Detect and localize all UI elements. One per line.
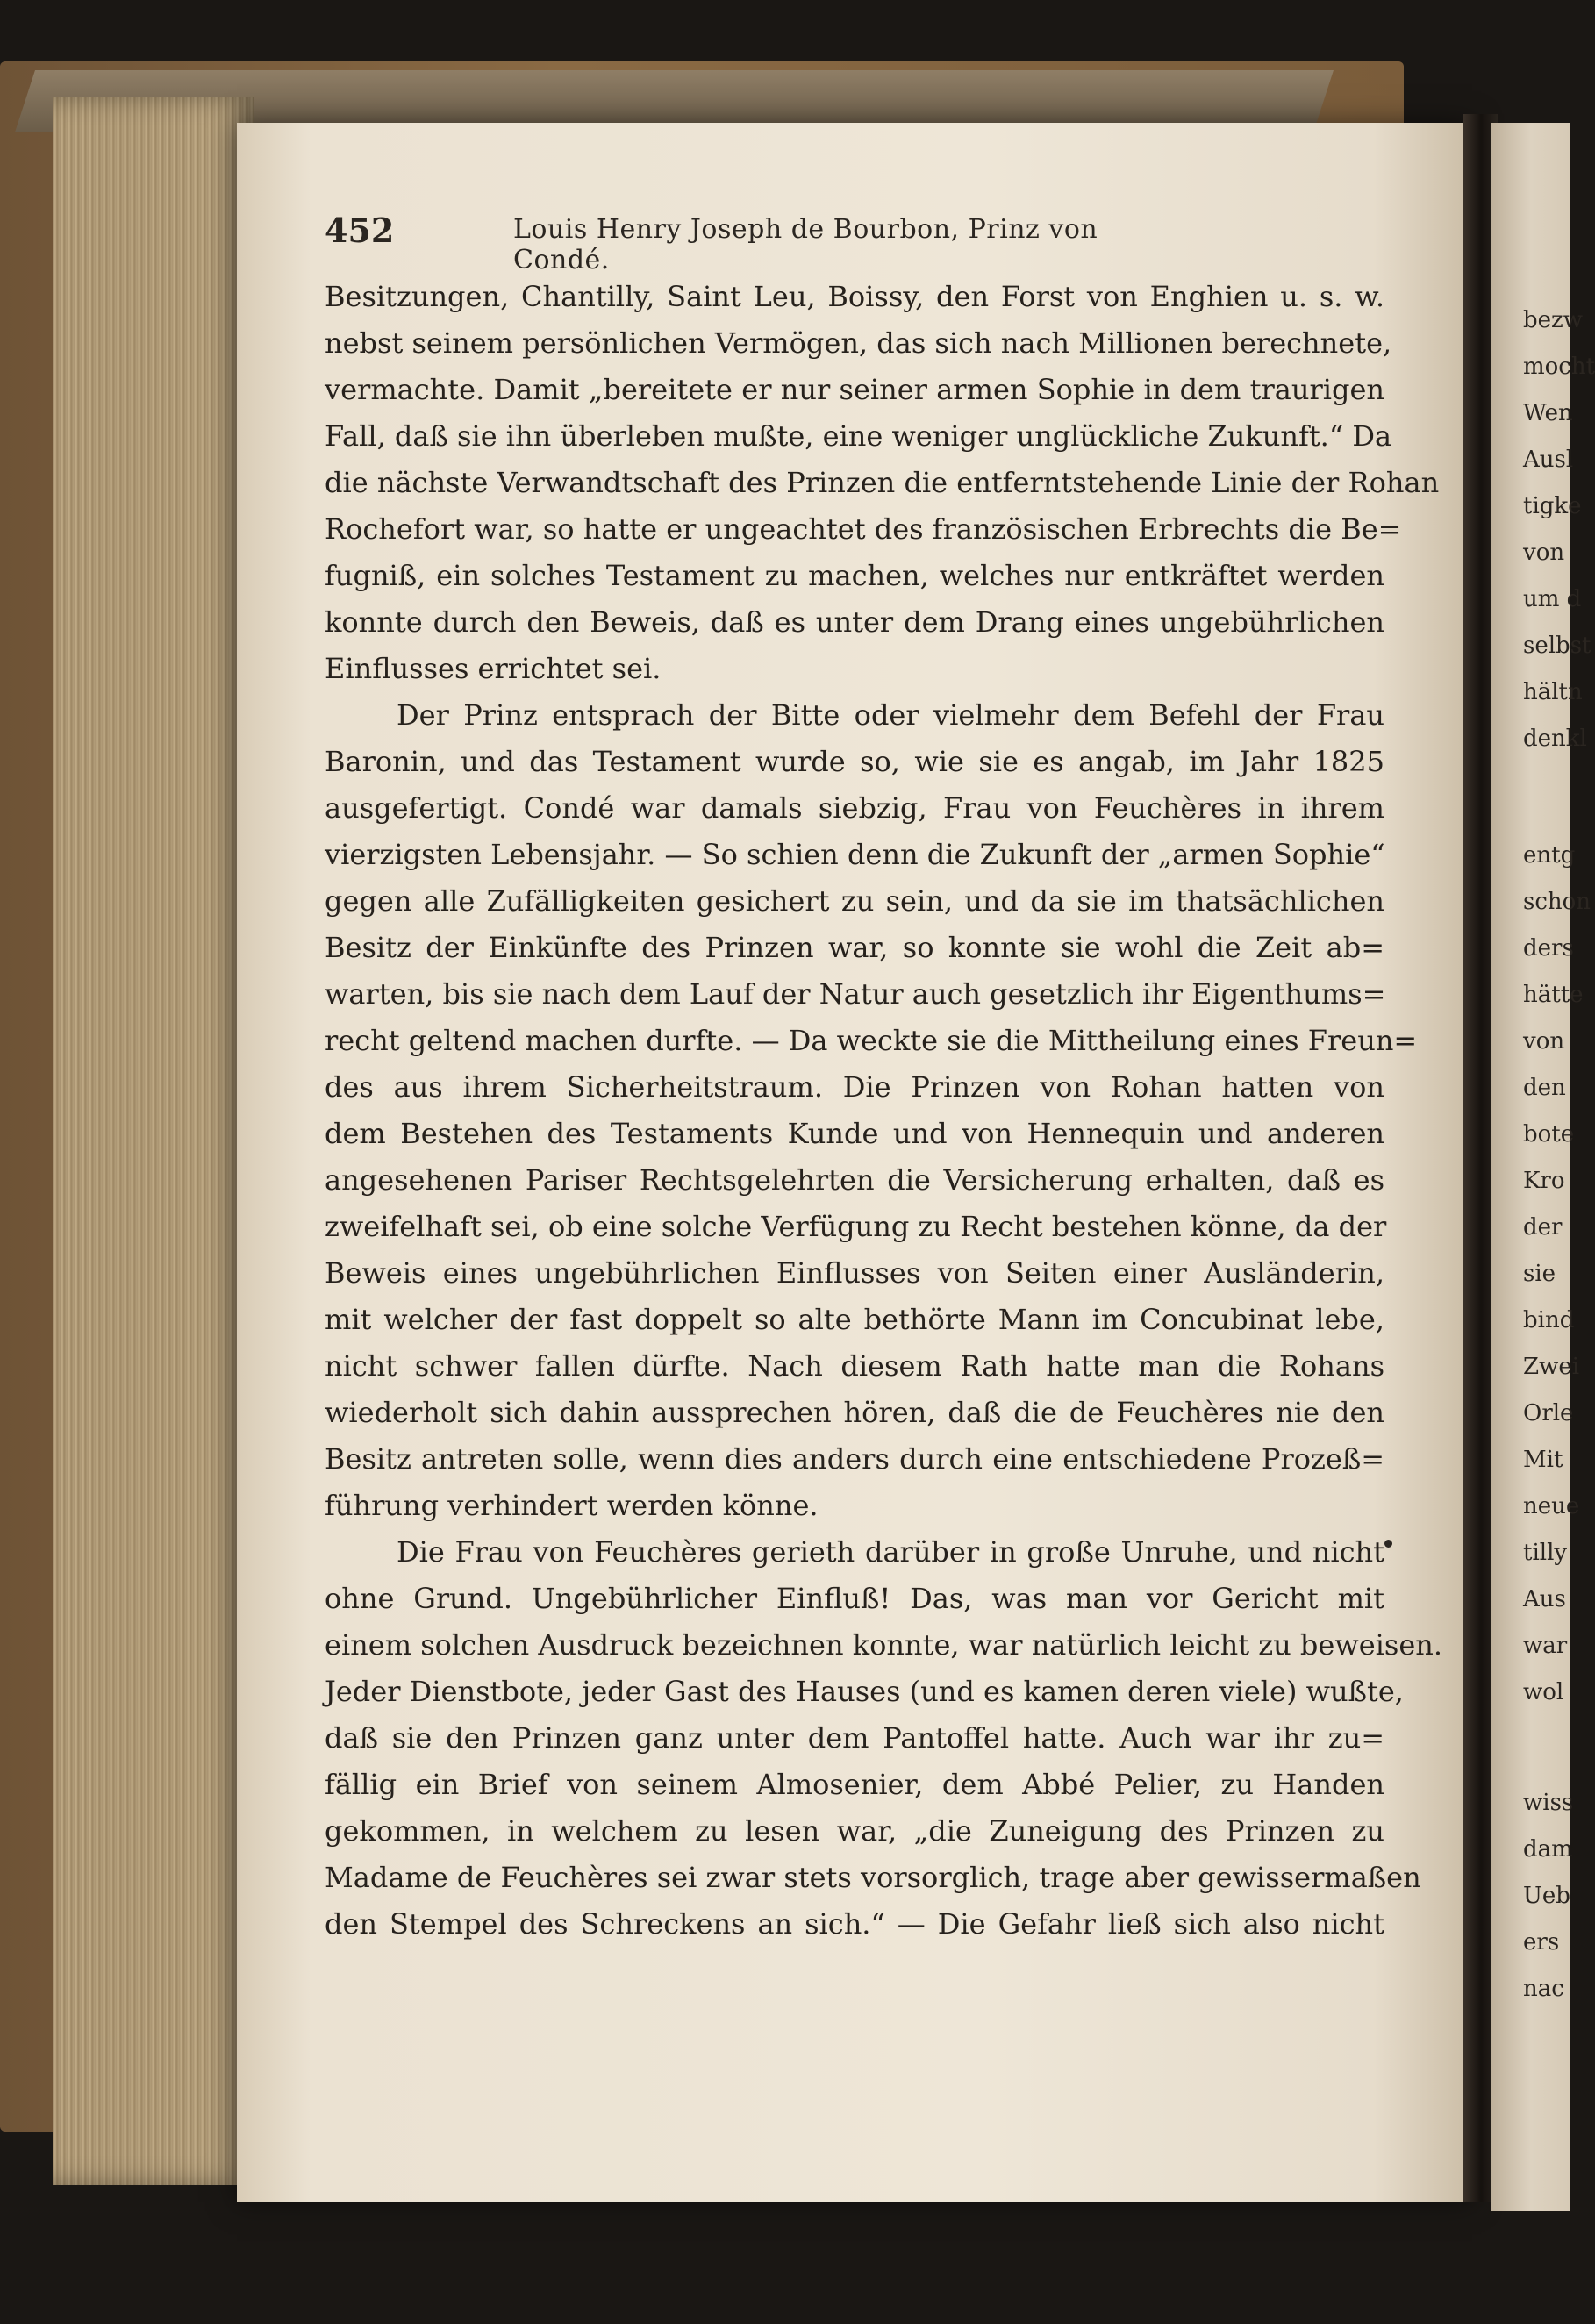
facing-fragment: wiss xyxy=(1523,1790,1574,1816)
facing-fragment: hätte xyxy=(1523,982,1584,1008)
text-line: ohne Grund. Ungebührlicher Einfluß! Das, was man vor Gericht mit xyxy=(325,1582,1384,1615)
facing-fragment: Aus xyxy=(1523,1586,1566,1612)
facing-fragment: war xyxy=(1523,1633,1568,1659)
paragraph-3 xyxy=(325,1529,1443,1948)
facing-fragment: tilly xyxy=(1523,1540,1568,1566)
facing-fragment: hältn xyxy=(1523,679,1583,705)
facing-fragment: um d xyxy=(1523,586,1582,612)
text-line: Besitz antreten solle, wenn dies anders durch eine entschiedene Prozeß= xyxy=(325,1442,1384,1476)
text-line: Die Frau von Feuchères gerieth darüber in große Unruhe, und nicht xyxy=(397,1535,1384,1569)
facing-fragment: Orle xyxy=(1523,1400,1574,1427)
page-stack-edge xyxy=(53,97,254,2185)
text-line: zweifelhaft sei, ob eine solche Verfügung zu Recht bestehen könne, da der xyxy=(325,1210,1387,1243)
text-line: vierzigsten Lebensjahr. — So schien denn die Zukunft der „armen Sophie“ xyxy=(325,838,1385,871)
facing-fragment: neue xyxy=(1523,1493,1580,1520)
text-line: die nächste Verwandtschaft des Prinzen die entferntstehende Linie der Rohan xyxy=(325,466,1440,499)
paragraph-1 xyxy=(325,274,1440,692)
text-line: mit welcher der fast doppelt so alte bethörte Mann im Concubinat lebe, xyxy=(325,1303,1384,1336)
text-line: Jeder Dienstbote, jeder Gast des Hauses (und es kamen deren viele) wußte, xyxy=(325,1675,1404,1708)
text-line: konnte durch den Beweis, daß es unter dem Drang eines ungebührlichen xyxy=(325,605,1384,639)
text-line: wiederholt sich dahin aussprechen hören, daß die de Feuchères nie den xyxy=(325,1396,1384,1429)
text-line: Madame de Feuchères sei zwar stets vorsorglich, trage aber gewissermaßen xyxy=(325,1861,1421,1894)
facing-fragment: von xyxy=(1523,1028,1565,1055)
facing-fragment: denkl xyxy=(1523,726,1587,752)
text-line: nebst seinem persönlichen Vermögen, das sich nach Millionen berechnete, xyxy=(325,326,1392,360)
text-line: Beweis eines ungebührlichen Einflusses von Seiten einer Ausländerin, xyxy=(325,1256,1384,1290)
facing-fragment: Ausl xyxy=(1523,447,1574,473)
facing-fragment: Mit xyxy=(1523,1447,1563,1473)
page-number: 452 xyxy=(325,211,395,250)
text-line: Besitz der Einkünfte des Prinzen war, so konnte sie wohl die Zeit ab= xyxy=(325,931,1384,964)
facing-fragment: schon xyxy=(1523,889,1591,915)
facing-fragment: nac xyxy=(1523,1976,1564,2002)
text-line: einem solchen Ausdruck bezeichnen konnte, war natürlich leicht zu beweisen. xyxy=(325,1628,1443,1662)
text-line: daß sie den Prinzen ganz unter dem Pantoffel hatte. Auch war ihr zu= xyxy=(325,1721,1384,1755)
text-line: Einflusses errichtet sei. xyxy=(325,652,662,685)
ink-speck xyxy=(1384,1540,1392,1548)
facing-page-edge xyxy=(1491,123,1595,2211)
running-title: Louis Henry Joseph de Bourbon, Prinz von Condé. xyxy=(513,214,1098,275)
text-line: führung verhindert werden könne. xyxy=(325,1489,819,1522)
facing-fragment: bind xyxy=(1523,1307,1575,1334)
text-line: Rochefort war, so hatte er ungeachtet des französischen Erbrechts die Be= xyxy=(325,512,1402,546)
facing-fragment: Zwei xyxy=(1523,1354,1580,1380)
facing-fragment: ers xyxy=(1523,1929,1560,1956)
text-line: Fall, daß sie ihn überleben mußte, eine weniger unglückliche Zukunft.“ Da xyxy=(325,419,1392,453)
facing-fragment: ders xyxy=(1523,935,1574,962)
text-line: fällig ein Brief von seinem Almosenier, dem Abbé Pelier, zu Handen xyxy=(325,1768,1384,1801)
facing-fragment: den xyxy=(1523,1075,1566,1101)
text-line: ausgefertigt. Condé war damals siebzig, Frau von Feuchères in ihrem xyxy=(325,791,1384,825)
facing-fragment: bote xyxy=(1523,1121,1575,1148)
text-line: Der Prinz entsprach der Bitte oder vielmehr dem Befehl der Frau xyxy=(397,698,1384,732)
facing-fragment: mocht xyxy=(1523,354,1595,380)
facing-fragment: bezw xyxy=(1523,307,1583,333)
text-line: angesehenen Pariser Rechtsgelehrten die Versicherung erhalten, daß es xyxy=(325,1163,1384,1197)
page-header xyxy=(325,211,1184,275)
facing-fragment: entg xyxy=(1523,842,1576,869)
text-line: recht geltend machen durfte. — Da weckte sie die Mittheilung eines Freun= xyxy=(325,1024,1418,1057)
facing-fragment: Wen xyxy=(1523,400,1573,426)
text-line: warten, bis sie nach dem Lauf der Natur auch gesetzlich ihr Eigenthums= xyxy=(325,977,1386,1011)
text-line: des aus ihrem Sicherheitstraum. Die Prinzen von Rohan hatten von xyxy=(325,1070,1384,1104)
text-line: gegen alle Zufälligkeiten gesichert zu sein, und da sie im thatsächlichen xyxy=(325,884,1384,918)
facing-fragment: sie xyxy=(1523,1261,1556,1287)
text-line: nicht schwer fallen dürfte. Nach diesem Rath hatte man die Rohans xyxy=(325,1349,1384,1383)
text-line: den Stempel des Schreckens an sich.“ — Die Gefahr ließ sich also nicht xyxy=(325,1907,1384,1941)
facing-fragment: Kro xyxy=(1523,1168,1565,1194)
facing-fragment: tigke xyxy=(1523,493,1582,519)
page-body xyxy=(325,274,1443,1948)
facing-fragment: wol xyxy=(1523,1679,1564,1705)
facing-fragment: selbst xyxy=(1523,633,1591,659)
text-line: fugniß, ein solches Testament zu machen, welches nur entkräftet werden xyxy=(325,559,1384,592)
text-line: dem Bestehen des Testaments Kunde und von Hennequin und anderen xyxy=(325,1117,1384,1150)
facing-fragment: Ueb xyxy=(1523,1883,1570,1909)
text-line: Baronin, und das Testament wurde so, wie sie es angab, im Jahr 1825 xyxy=(325,745,1384,778)
paragraph-2 xyxy=(325,692,1418,1529)
text-line: vermachte. Damit „bereitete er nur seiner armen Sophie in dem traurigen xyxy=(325,373,1384,406)
text-line: gekommen, in welchem zu lesen war, „die Zuneigung des Prinzen zu xyxy=(325,1814,1384,1848)
facing-fragment: von xyxy=(1523,540,1565,566)
facing-fragment: der xyxy=(1523,1214,1563,1241)
facing-fragment: dam xyxy=(1523,1836,1573,1863)
text-line: Besitzungen, Chantilly, Saint Leu, Boissy, den Forst von Enghien u. s. w. xyxy=(325,280,1384,313)
